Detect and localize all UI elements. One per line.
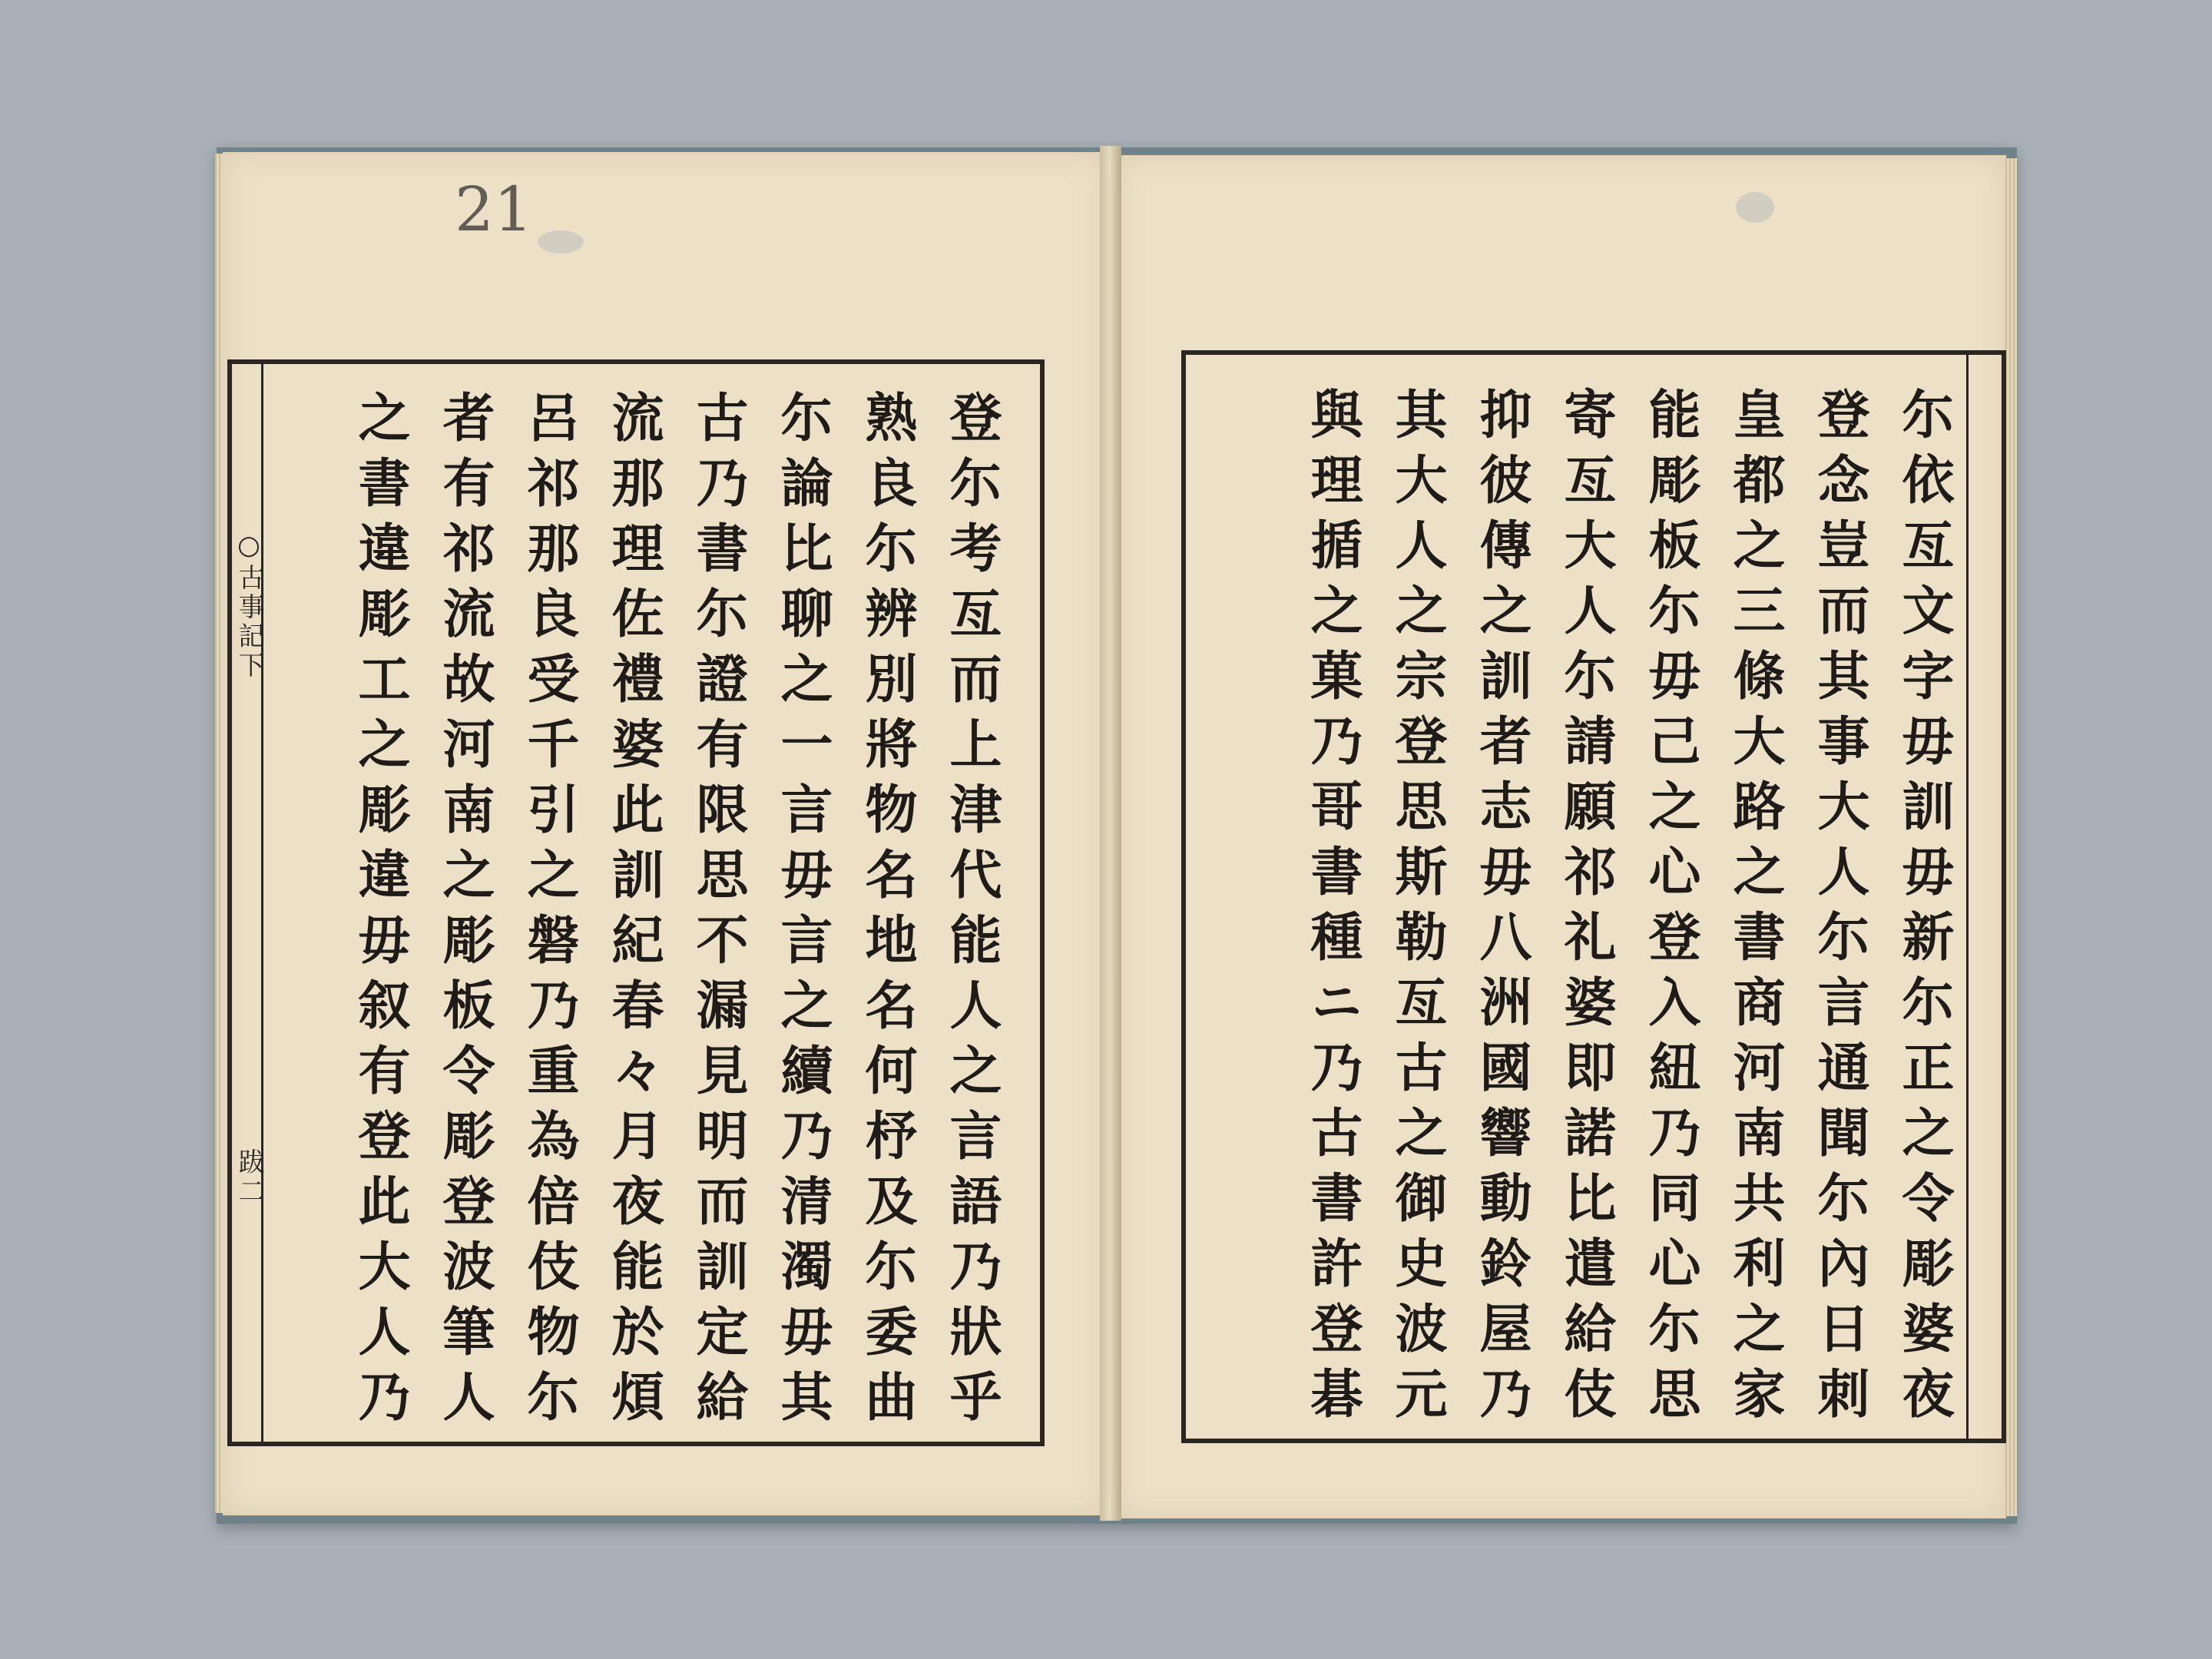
- text-column: 皇都之三條大路之書商河南共利之家: [1724, 387, 1786, 1432]
- margin-folio: 跋二: [233, 1148, 264, 1207]
- text-column: 寄亙大人尓請願祁礼婆即諾比遣給伎: [1555, 387, 1617, 1432]
- book-gutter: [1100, 146, 1121, 1521]
- left-frame-inner-rule: [261, 359, 263, 1446]
- margin-title: ○古事記下: [233, 530, 264, 680]
- text-column: 其大人之宗登思斯勒亙古之御史波元: [1386, 387, 1448, 1432]
- text-column: 登念豈而其事大人尓言通聞尓內日刺: [1809, 387, 1870, 1432]
- text-column: 登尓考亙而上津代能人之言語乃狀乎: [941, 390, 1002, 1435]
- text-column: 抑彼傳之訓者志毋八洲國響動鈴屋乃: [1471, 387, 1532, 1432]
- text-column: 呂祁那良受千引之磐乃重為倍伎物尓: [518, 390, 580, 1435]
- page-stain: [1736, 192, 1774, 223]
- text-column: 古乃書尓證有限思不漏見明而訓定給: [687, 390, 749, 1435]
- text-column: 尓論比聊之一言毋言之續乃清濁毋其: [772, 390, 833, 1435]
- text-column: 尓依亙文字毋訓毋新尓正之令彫婆夜: [1893, 387, 1955, 1432]
- text-column: 能彫板尓毋己之心登入紐乃同心尓思: [1640, 387, 1701, 1432]
- text-column: 與理揗之菓乃哥書種ニ乃古書許登碁: [1302, 387, 1363, 1432]
- text-column: 之書違彫工之彫違毋叙有登此大人乃: [349, 390, 411, 1435]
- page-stain: [538, 230, 584, 253]
- text-column: 熟良尓辨別將物名地名何杼及尓委曲: [856, 390, 918, 1435]
- page-mark: 21: [455, 174, 533, 245]
- left-page-text: [276, 390, 1014, 1435]
- text-column: 流那理佐禮婆此訓紀春々月夜能於煩: [603, 390, 664, 1435]
- text-column: 者有祁流故河南之彫板令彫登波筆人: [434, 390, 495, 1435]
- right-frame-inner-rule: [1966, 350, 1969, 1443]
- right-page-text: [1214, 387, 1966, 1432]
